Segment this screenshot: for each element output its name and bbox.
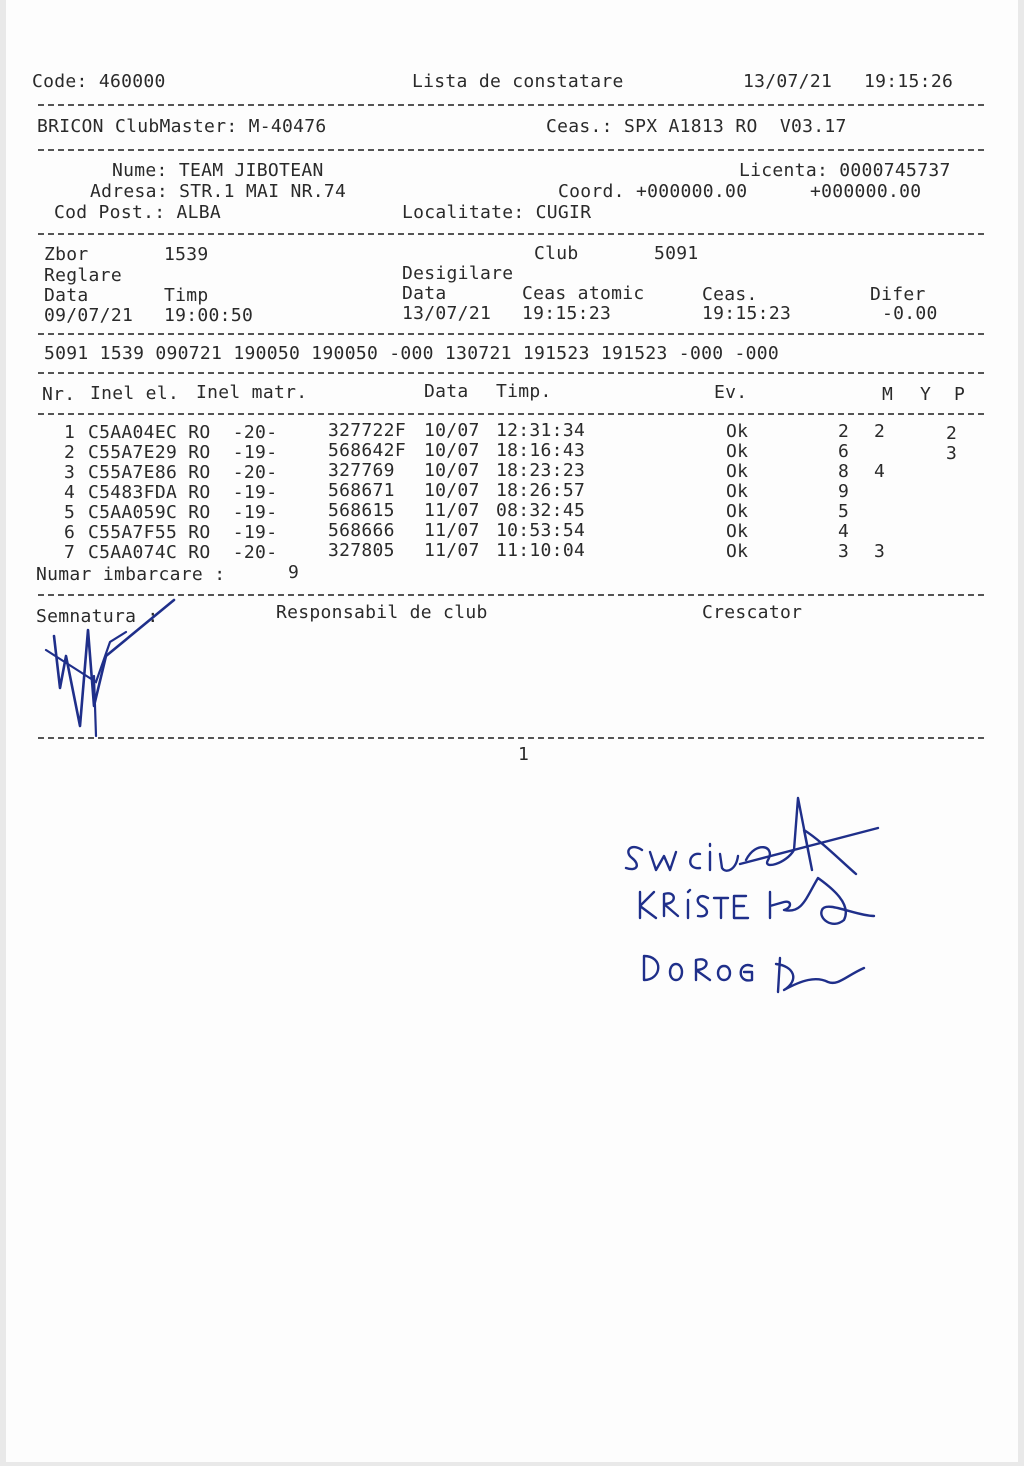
row-a: 4 (838, 521, 850, 542)
row-ev: Ok (726, 521, 749, 542)
row-time: 18:16:43 (496, 440, 586, 461)
row-time: 10:53:54 (496, 520, 586, 541)
code-label: Code: 460000 (32, 71, 166, 92)
row-ev: Ok (726, 441, 749, 462)
divider (38, 737, 984, 739)
row-ev: Ok (726, 421, 749, 442)
row-nr: 4 (64, 482, 76, 503)
row-a: 8 (838, 461, 850, 482)
postal-code: Cod Post.: ALBA (54, 202, 222, 223)
page-number: 1 (518, 744, 530, 765)
ceas-label: Ceas. (702, 284, 758, 305)
clock-id: Ceas.: SPX A1813 RO V03.17 (546, 116, 847, 137)
ceas-atomic-label: Ceas atomic (522, 283, 645, 304)
club-label: Club (534, 243, 579, 264)
row-ring: C5AA059C RO -19- (88, 502, 278, 523)
row-nr: 1 (64, 422, 76, 443)
col-y: Y (920, 384, 932, 405)
divider (38, 413, 984, 415)
row-date: 10/07 (424, 460, 480, 481)
club-responsible-label: Responsabil de club (276, 602, 488, 623)
club-value: 5091 (654, 243, 699, 264)
divider (38, 333, 984, 335)
row-ev: Ok (726, 481, 749, 502)
owner-name: Nume: TEAM JIBOTEAN (112, 160, 324, 181)
row-nr: 7 (64, 542, 76, 563)
locality: Localitate: CUGIR (402, 202, 592, 223)
row-date: 11/07 (424, 520, 480, 541)
row-a: 9 (838, 481, 850, 502)
zbor-label: Zbor (44, 244, 89, 265)
row-date: 11/07 (424, 500, 480, 521)
zbor-value: 1539 (164, 244, 209, 265)
summary-line: 5091 1539 090721 190050 190050 -000 130721 191523 191523 -000 -000 (44, 343, 780, 364)
divider (38, 104, 984, 106)
row-b: 2 (874, 421, 886, 442)
clubmaster-id: BRICON ClubMaster: M-40476 (37, 116, 327, 137)
row-matr: 327722F (328, 420, 406, 441)
row-a: 2 (838, 421, 850, 442)
signature-label: Semnatura : (36, 606, 159, 627)
row-b: 4 (874, 461, 886, 482)
col-inel-matr: Inel matr. (196, 382, 308, 403)
row-time: 18:26:57 (496, 480, 586, 501)
row-ring: C55A7E29 RO -19- (88, 442, 278, 463)
row-ring: C55A7E86 RO -20- (88, 462, 278, 483)
data-label: Data (44, 285, 89, 306)
data2-label: Data (402, 283, 447, 304)
boarding-value: 9 (288, 562, 300, 583)
row-ring: C55A7F55 RO -19- (88, 522, 278, 543)
desigilare-label: Desigilare (402, 263, 514, 284)
handwritten-signature (36, 596, 186, 742)
row-date: 11/07 (424, 540, 480, 561)
row-a: 3 (838, 541, 850, 562)
breeder-label: Crescator (702, 602, 803, 623)
divider (38, 372, 984, 374)
desig-date: 13/07/21 (402, 303, 492, 324)
clock-time: 19:15:23 (702, 303, 792, 324)
row-nr: 3 (64, 462, 76, 483)
atomic-time: 19:15:23 (522, 303, 612, 324)
row-date: 10/07 (424, 480, 480, 501)
row-nr: 2 (64, 442, 76, 463)
row-matr: 568642F (328, 440, 406, 461)
coord-value: +000000.00 (810, 181, 922, 202)
row-matr: 327769 (328, 460, 395, 481)
col-m: M (882, 384, 894, 405)
col-timp: Timp. (496, 381, 552, 402)
owner-license: Licenta: 0000745737 (739, 160, 951, 181)
row-time: 08:32:45 (496, 500, 586, 521)
row-matr: 327805 (328, 540, 395, 561)
reglare-label: Reglare (44, 265, 122, 286)
row-nr: 6 (64, 522, 76, 543)
reg-time: 19:00:50 (164, 305, 254, 326)
timp-label: Timp (164, 285, 209, 306)
row-matr: 568666 (328, 520, 395, 541)
report-time: 19:15:26 (864, 71, 954, 92)
row-ev: Ok (726, 541, 749, 562)
handwritten-names (606, 780, 896, 1010)
report-title: Lista de constatare (412, 71, 624, 92)
col-nr: Nr. (42, 384, 76, 405)
row-a: 6 (838, 441, 850, 462)
col-inel-el: Inel el. (90, 383, 180, 404)
report-date: 13/07/21 (743, 71, 833, 92)
row-ring: C5AA04EC RO -20- (88, 422, 278, 443)
row-b: 3 (874, 541, 886, 562)
boarding-label: Numar imbarcare : (36, 564, 226, 585)
owner-address: Adresa: STR.1 MAI NR.74 (90, 181, 347, 202)
row-ev: Ok (726, 501, 749, 522)
row-time: 11:10:04 (496, 540, 586, 561)
row-nr: 5 (64, 502, 76, 523)
row-ring: C5483FDA RO -19- (88, 482, 278, 503)
row-ring: C5AA074C RO -20- (88, 542, 278, 563)
col-p: P (954, 384, 966, 405)
printed-report (6, 0, 1018, 1462)
row-c: 2 (946, 423, 958, 444)
col-data: Data (424, 381, 469, 402)
row-date: 10/07 (424, 440, 480, 461)
table-row (6, 540, 1018, 563)
difer-label: Difer (870, 284, 926, 305)
clock-diff: -0.00 (882, 303, 938, 324)
row-date: 10/07 (424, 420, 480, 441)
coord-label: Coord. +000000.00 (558, 181, 748, 202)
row-time: 12:31:34 (496, 420, 586, 441)
row-matr: 568671 (328, 480, 395, 501)
reg-date: 09/07/21 (44, 305, 134, 326)
row-a: 5 (838, 501, 850, 522)
row-ev: Ok (726, 461, 749, 482)
row-time: 18:23:23 (496, 460, 586, 481)
col-ev: Ev. (714, 382, 748, 403)
row-c: 3 (946, 443, 958, 464)
divider (38, 149, 984, 151)
row-matr: 568615 (328, 500, 395, 521)
divider (38, 233, 984, 235)
